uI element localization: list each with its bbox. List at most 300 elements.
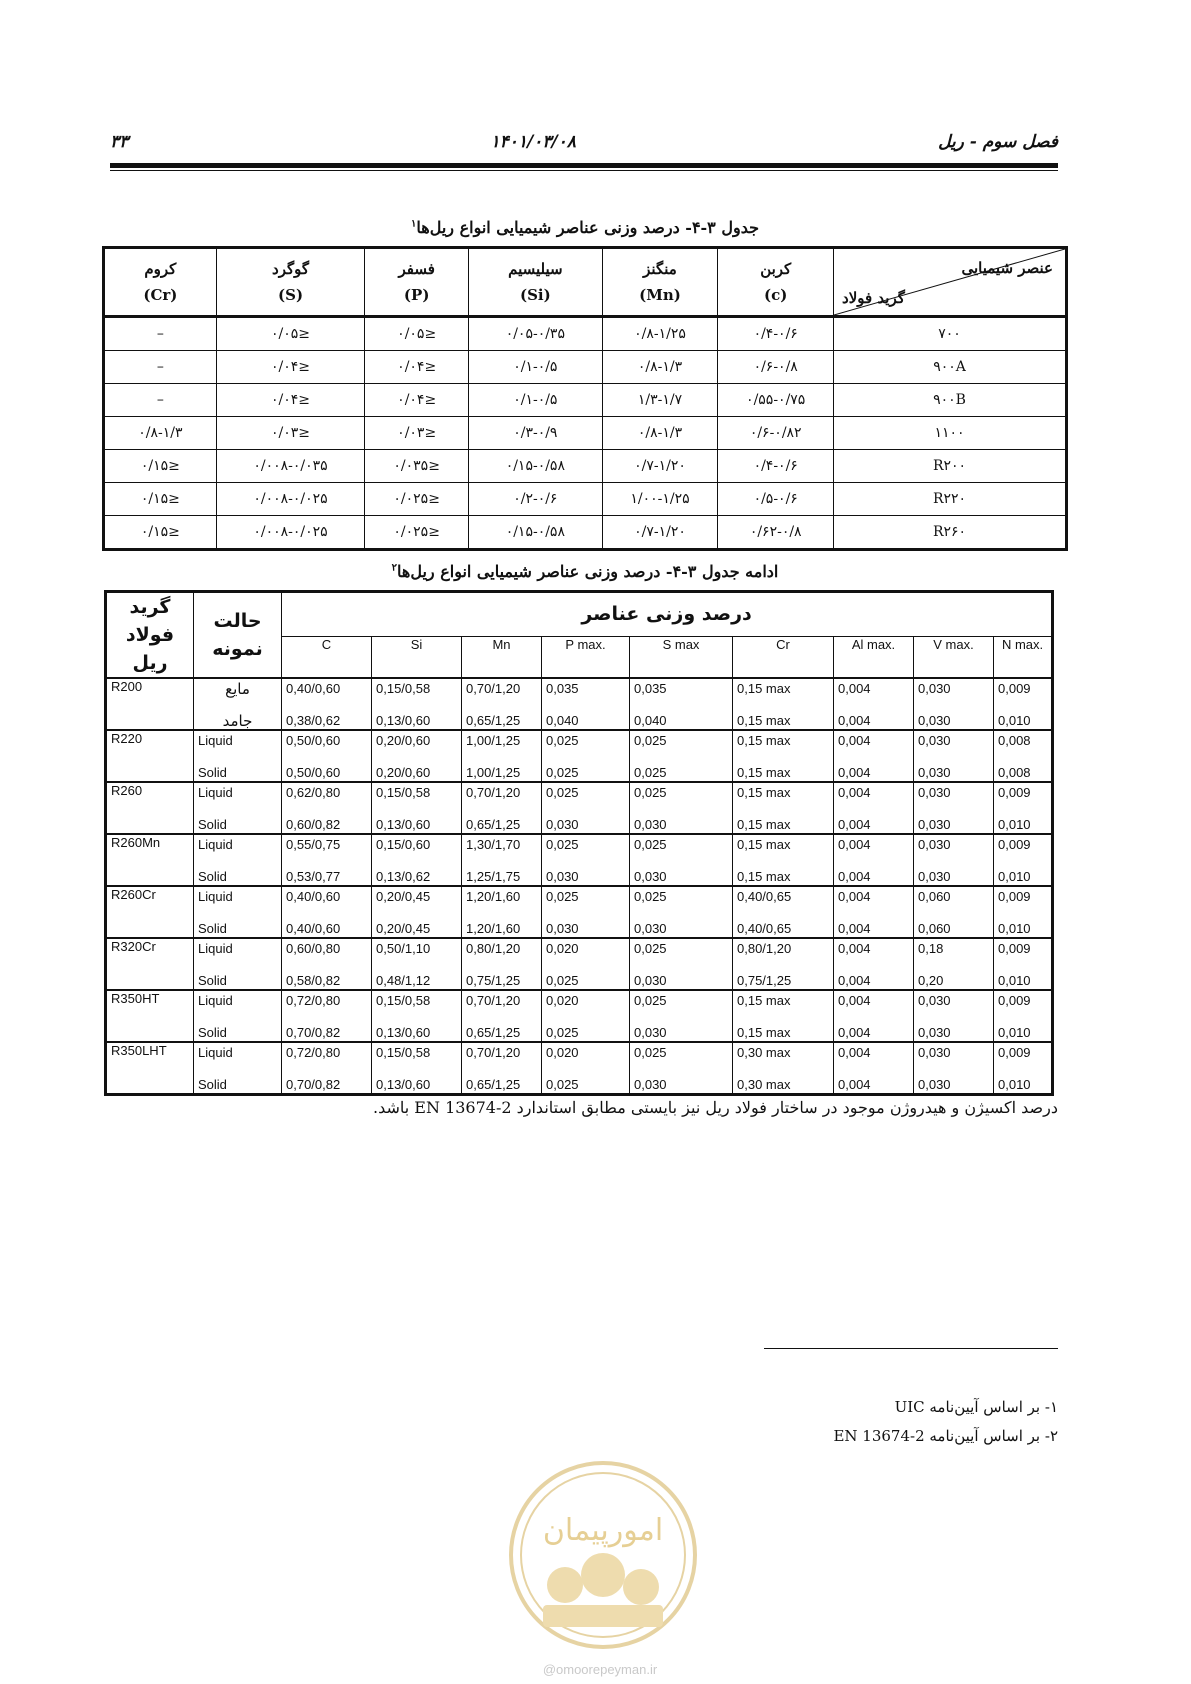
footnote-1: ۱- بر اساس آیین‌نامه UIC [894, 1398, 1058, 1416]
value-cell: ۰/۱۵-۰/۵۸ [469, 450, 603, 483]
col-header-carbon: کربن (c) [718, 248, 834, 317]
state-label: Liquid [198, 733, 233, 748]
solid-value: 0,004 [838, 765, 871, 780]
solid-value: 0,030 [918, 817, 951, 832]
solid-value: 0,030 [546, 869, 579, 884]
state-label: جامد [222, 712, 253, 730]
solid-value: 0,030 [918, 1077, 951, 1092]
value-cell: ۰/۱-۰/۵ [469, 351, 603, 384]
state-label: Liquid [198, 889, 233, 904]
state-label: مایع [225, 680, 250, 698]
solid-value: 0,030 [634, 973, 667, 988]
solid-value: 0,004 [838, 817, 871, 832]
value-cell [462, 782, 542, 834]
value-cell: ۰/۸-۱/۳ [104, 417, 217, 450]
solid-value: 1,00/1,25 [466, 765, 521, 780]
value-cell [542, 1042, 630, 1095]
liquid-value: 0,030 [918, 785, 951, 800]
liquid-value: 0,025 [634, 837, 667, 852]
value-cell [542, 678, 630, 730]
solid-value: 0,65/1,25 [466, 817, 521, 832]
value-cell [372, 730, 462, 782]
value-cell: ۰/۵۵-۰/۷۵ [718, 384, 834, 417]
value-cell [914, 782, 994, 834]
state-label: Solid [198, 817, 227, 832]
page-header [110, 124, 1058, 160]
value-cell [630, 886, 733, 938]
liquid-value: 0,70/1,20 [466, 785, 521, 800]
liquid-value: 0,020 [546, 1045, 579, 1060]
solid-value: 0,20/0,60 [376, 765, 431, 780]
solid-value: 0,025 [546, 765, 579, 780]
liquid-value: 0,030 [918, 681, 951, 696]
liquid-value: 0,009 [998, 785, 1031, 800]
value-cell [733, 1042, 834, 1095]
grade-cell: ۱۱۰۰ [834, 417, 1067, 450]
state-cell [194, 990, 282, 1042]
liquid-value: 0,020 [546, 941, 579, 956]
value-cell: ≤۰/۰۳ [216, 417, 365, 450]
solid-value: 0,13/0,62 [376, 869, 431, 884]
state-cell [194, 1042, 282, 1095]
liquid-value: 0,55/0,75 [286, 837, 341, 852]
value-cell [542, 886, 630, 938]
liquid-value: 0,004 [838, 993, 871, 1008]
value-cell [733, 730, 834, 782]
liquid-value: 0,009 [998, 993, 1031, 1008]
liquid-value: 0,009 [998, 941, 1031, 956]
value-cell: ۰/۶۲-۰/۸ [718, 516, 834, 550]
value-cell [630, 990, 733, 1042]
solid-value: 0,13/0,60 [376, 713, 431, 728]
table-row [106, 730, 1053, 782]
element-col-header: P max. [542, 636, 630, 678]
liquid-value: 0,80/1,20 [737, 941, 792, 956]
value-cell: ۰/۱-۰/۵ [469, 384, 603, 417]
table-row [106, 678, 1053, 730]
col-header-phosphorus: فسفر (P) [365, 248, 469, 317]
value-cell [282, 1042, 372, 1095]
solid-value: 0,15 max [737, 1025, 791, 1040]
liquid-value: 0,025 [634, 941, 667, 956]
value-cell: ≤۰/۰۲۵ [365, 516, 469, 550]
col-header-sulfur: گوگرد (S) [216, 248, 365, 317]
liquid-value: 0,20/0,45 [376, 889, 431, 904]
value-cell [834, 886, 914, 938]
liquid-value: 0,18 [918, 941, 944, 956]
grade-cell: R350HT [106, 990, 194, 1042]
chapter-title: فصل سوم - ریل [938, 132, 1058, 152]
solid-value: 0,030 [918, 869, 951, 884]
header-date: ۱۴۰۱/۰۳/۰۸ [490, 132, 576, 152]
value-cell [542, 782, 630, 834]
value-cell [994, 678, 1053, 730]
solid-value: 0,030 [634, 921, 667, 936]
element-col-header: Cr [733, 636, 834, 678]
corner-element-label: عنصر شیمیایی [961, 259, 1053, 277]
value-cell [914, 990, 994, 1042]
liquid-value: 0,30 max [737, 1045, 791, 1060]
liquid-value: 0,025 [546, 889, 579, 904]
liquid-value: 0,009 [998, 837, 1031, 852]
liquid-value: 0,025 [546, 733, 579, 748]
solid-value: 0,030 [634, 869, 667, 884]
element-col-header: Al max. [834, 636, 914, 678]
state-header: حالت نمونه [194, 592, 282, 679]
solid-value: 0,040 [546, 713, 579, 728]
value-cell: ۰/۳-۰/۹ [469, 417, 603, 450]
state-label: Liquid [198, 1045, 233, 1060]
value-cell [914, 678, 994, 730]
table-row [106, 834, 1053, 886]
grade-cell: ۹۰۰B [834, 384, 1067, 417]
table-row [104, 417, 1067, 450]
value-cell [630, 834, 733, 886]
solid-value: 0,65/1,25 [466, 1025, 521, 1040]
solid-value: 0,65/1,25 [466, 713, 521, 728]
liquid-value: 0,030 [918, 733, 951, 748]
value-cell: ۰/۶-۰/۸۲ [718, 417, 834, 450]
solid-value: 0,030 [634, 1077, 667, 1092]
value-cell [994, 730, 1053, 782]
value-cell [733, 938, 834, 990]
liquid-value: 0,004 [838, 733, 871, 748]
header-rule-thick [110, 163, 1058, 168]
watermark-logo-text: امورپیمان [542, 1513, 664, 1548]
grade-cell: ۷۰۰ [834, 317, 1067, 351]
value-cell [282, 782, 372, 834]
table-row [104, 317, 1067, 351]
chemical-composition-table [102, 246, 1068, 551]
value-cell [834, 1042, 914, 1095]
liquid-value: 0,15 max [737, 837, 791, 852]
liquid-value: 0,50/0,60 [286, 733, 341, 748]
solid-value: 0,50/0,60 [286, 765, 341, 780]
value-cell: – [104, 384, 217, 417]
solid-value: 0,20/0,45 [376, 921, 431, 936]
chemical-composition-continued-table [104, 590, 1054, 1096]
liquid-value: 0,004 [838, 681, 871, 696]
corner-grade-label: گرید فولاد [842, 289, 905, 307]
liquid-value: 0,15/0,58 [376, 681, 431, 696]
state-cell [194, 782, 282, 834]
liquid-value: 0,025 [634, 785, 667, 800]
liquid-value: 0,025 [546, 837, 579, 852]
value-cell [834, 730, 914, 782]
table1-caption: جدول ۳-۴- درصد وزنی عناصر شیمیایی انواع ریل‌ها$^۱$ [411, 218, 759, 237]
liquid-value: 0,72/0,80 [286, 1045, 341, 1060]
page-number: ۳۳ [110, 132, 129, 152]
table1-corner-cell [834, 248, 1067, 317]
solid-value: 0,010 [998, 921, 1031, 936]
solid-value: 0,010 [998, 713, 1031, 728]
liquid-value: 0,009 [998, 681, 1031, 696]
grade-cell: R350LHT [106, 1042, 194, 1095]
solid-value: 0,004 [838, 973, 871, 988]
value-cell [733, 834, 834, 886]
state-cell [194, 938, 282, 990]
solid-value: 0,010 [998, 973, 1031, 988]
value-cell [372, 886, 462, 938]
solid-value: 0,030 [918, 1025, 951, 1040]
solid-value: 0,75/1,25 [737, 973, 792, 988]
grade-cell: R320Cr [106, 938, 194, 990]
value-cell [914, 1042, 994, 1095]
col-header-chromium: کروم (Cr) [104, 248, 217, 317]
value-cell [372, 834, 462, 886]
element-col-header: C [282, 636, 372, 678]
solid-value: 1,20/1,60 [466, 921, 521, 936]
percent-header: درصد وزنی عناصر [282, 592, 1053, 637]
value-cell [994, 938, 1053, 990]
solid-value: 0,040 [634, 713, 667, 728]
value-cell: ≤۰/۰۵ [216, 317, 365, 351]
liquid-value: 0,030 [918, 993, 951, 1008]
value-cell: ۰/۲-۰/۶ [469, 483, 603, 516]
table-row [104, 483, 1067, 516]
solid-value: 0,004 [838, 1025, 871, 1040]
liquid-value: 0,030 [918, 1045, 951, 1060]
element-col-header: N max. [994, 636, 1053, 678]
solid-value: 0,008 [998, 765, 1031, 780]
footnote-rule [764, 1348, 1058, 1349]
solid-value: 0,030 [918, 713, 951, 728]
grade-cell: R۲۲۰ [834, 483, 1067, 516]
liquid-value: 0,025 [634, 1045, 667, 1060]
value-cell [462, 678, 542, 730]
liquid-value: 0,15 max [737, 733, 791, 748]
state-label: Liquid [198, 993, 233, 1008]
solid-value: 0,030 [918, 765, 951, 780]
table2-footnote-mark: ۲ [391, 562, 398, 574]
state-label: Solid [198, 1025, 227, 1040]
solid-value: 0,025 [546, 1077, 579, 1092]
value-cell [733, 886, 834, 938]
value-cell [462, 938, 542, 990]
solid-value: 0,030 [546, 817, 579, 832]
value-cell [733, 678, 834, 730]
grade-cell: ۹۰۰A [834, 351, 1067, 384]
value-cell: ۰/۰۰۸-۰/۰۲۵ [216, 483, 365, 516]
value-cell [834, 834, 914, 886]
value-cell [372, 782, 462, 834]
liquid-value: 0,15 max [737, 993, 791, 1008]
solid-value: 0,15 max [737, 869, 791, 884]
value-cell: ≤۰/۰۴ [365, 351, 469, 384]
solid-value: 0,20 [918, 973, 944, 988]
value-cell [542, 730, 630, 782]
state-label: Solid [198, 921, 227, 936]
solid-value: 0,025 [546, 973, 579, 988]
liquid-value: 0,004 [838, 837, 871, 852]
liquid-value: 0,025 [634, 733, 667, 748]
value-cell: ۰/۰۰۸-۰/۰۲۵ [216, 516, 365, 550]
value-cell [462, 834, 542, 886]
solid-value: 0,030 [634, 1025, 667, 1040]
liquid-value: 0,035 [634, 681, 667, 696]
value-cell: ≤۰/۰۴ [216, 384, 365, 417]
value-cell [834, 678, 914, 730]
value-cell [834, 990, 914, 1042]
value-cell [630, 938, 733, 990]
liquid-value: 0,030 [918, 837, 951, 852]
liquid-value: 0,020 [546, 993, 579, 1008]
liquid-value: 0,025 [634, 993, 667, 1008]
value-cell: – [104, 317, 217, 351]
value-cell [733, 990, 834, 1042]
liquid-value: 0,035 [546, 681, 579, 696]
value-cell [914, 886, 994, 938]
value-cell: ۰/۴-۰/۶ [718, 317, 834, 351]
value-cell [542, 990, 630, 1042]
value-cell [914, 938, 994, 990]
col-header-silicon: سیلیسیم (Si) [469, 248, 603, 317]
solid-value: 0,004 [838, 713, 871, 728]
solid-value: 0,15 max [737, 713, 791, 728]
liquid-value: 0,004 [838, 941, 871, 956]
value-cell: ۱/۳-۱/۷ [602, 384, 718, 417]
value-cell: ≤۰/۰۴ [365, 384, 469, 417]
liquid-value: 0,060 [918, 889, 951, 904]
liquid-value: 0,40/0,60 [286, 889, 341, 904]
value-cell: ≤۰/۰۲۵ [365, 483, 469, 516]
liquid-value: 0,15/0,60 [376, 837, 431, 852]
value-cell [994, 1042, 1053, 1095]
element-col-header: Mn [462, 636, 542, 678]
value-cell [994, 990, 1053, 1042]
value-cell: ۰/۶-۰/۸ [718, 351, 834, 384]
grade-header: گرید فولاد ریل [106, 592, 194, 679]
liquid-value: 0,15/0,58 [376, 785, 431, 800]
value-cell [630, 782, 733, 834]
liquid-value: 1,30/1,70 [466, 837, 521, 852]
value-cell [462, 990, 542, 1042]
grade-cell: R220 [106, 730, 194, 782]
solid-value: 0,13/0,60 [376, 1025, 431, 1040]
value-cell: ۰/۴-۰/۶ [718, 450, 834, 483]
value-cell [282, 886, 372, 938]
value-cell [372, 990, 462, 1042]
solid-value: 0,13/0,60 [376, 817, 431, 832]
value-cell [282, 834, 372, 886]
solid-value: 1,25/1,75 [466, 869, 521, 884]
liquid-value: 0,15/0,58 [376, 993, 431, 1008]
value-cell: ۰/۵-۰/۶ [718, 483, 834, 516]
col-header-manganese: منگنز (Mn) [602, 248, 718, 317]
value-cell [282, 990, 372, 1042]
liquid-value: 0,40/0,65 [737, 889, 792, 904]
grade-cell: R200 [106, 678, 194, 730]
value-cell [914, 730, 994, 782]
liquid-value: 0,72/0,80 [286, 993, 341, 1008]
table-row [106, 938, 1053, 990]
state-cell [194, 678, 282, 730]
state-label: Solid [198, 765, 227, 780]
liquid-value: 0,004 [838, 1045, 871, 1060]
solid-value: 0,030 [634, 817, 667, 832]
value-cell: ≤۰/۰۵ [365, 317, 469, 351]
header-rule-thin [110, 170, 1058, 171]
solid-value: 0,60/0,82 [286, 817, 341, 832]
value-cell [914, 834, 994, 886]
solid-value: 0,004 [838, 869, 871, 884]
liquid-value: 1,00/1,25 [466, 733, 521, 748]
value-cell [282, 678, 372, 730]
state-label: Solid [198, 1077, 227, 1092]
table-row [106, 990, 1053, 1042]
value-cell [630, 1042, 733, 1095]
solid-value: 0,70/0,82 [286, 1077, 341, 1092]
value-cell [542, 938, 630, 990]
liquid-value: 1,20/1,60 [466, 889, 521, 904]
value-cell [542, 834, 630, 886]
solid-value: 0,060 [918, 921, 951, 936]
liquid-value: 0,40/0,60 [286, 681, 341, 696]
liquid-value: 0,50/1,10 [376, 941, 431, 956]
state-label: Liquid [198, 941, 233, 956]
value-cell: ۰/۱۵-۰/۵۸ [469, 516, 603, 550]
value-cell: ≤۰/۱۵ [104, 516, 217, 550]
solid-value: 0,010 [998, 1025, 1031, 1040]
liquid-value: 0,70/1,20 [466, 993, 521, 1008]
value-cell: ≤۰/۱۵ [104, 483, 217, 516]
value-cell: ۰/۸-۱/۲۵ [602, 317, 718, 351]
liquid-value: 0,008 [998, 733, 1031, 748]
grade-cell: R260Mn [106, 834, 194, 886]
table-row [106, 1042, 1053, 1095]
solid-value: 0,13/0,60 [376, 1077, 431, 1092]
liquid-value: 0,025 [634, 889, 667, 904]
value-cell [282, 730, 372, 782]
oxygen-hydrogen-note: درصد اکسیژن و هیدروژن موجود در ساختار فولاد ریل نیز بایستی مطابق استاندارد EN 13674-2 باشد. [372, 1098, 1058, 1117]
solid-value: 0,004 [838, 1077, 871, 1092]
value-cell [462, 1042, 542, 1095]
grade-cell: R260Cr [106, 886, 194, 938]
value-cell: – [104, 351, 217, 384]
value-cell: ۰/۷-۱/۲۰ [602, 516, 718, 550]
table-row [106, 886, 1053, 938]
liquid-value: 0,70/1,20 [466, 681, 521, 696]
solid-value: 0,38/0,62 [286, 713, 341, 728]
solid-value: 0,010 [998, 869, 1031, 884]
watermark-site: @omoorepeyman.ir [542, 1662, 658, 1677]
liquid-value: 0,15/0,58 [376, 1045, 431, 1060]
liquid-value: 0,025 [546, 785, 579, 800]
liquid-value: 0,62/0,80 [286, 785, 341, 800]
state-label: Liquid [198, 785, 233, 800]
value-cell [372, 1042, 462, 1095]
solid-value: 0,010 [998, 817, 1031, 832]
value-cell [282, 938, 372, 990]
value-cell: ۰/۸-۱/۳ [602, 351, 718, 384]
solid-value: 0,65/1,25 [466, 1077, 521, 1092]
value-cell [834, 938, 914, 990]
value-cell [733, 782, 834, 834]
solid-value: 0,30 max [737, 1077, 791, 1092]
table-row [106, 782, 1053, 834]
liquid-value: 0,80/1,20 [466, 941, 521, 956]
solid-value: 0,70/0,82 [286, 1025, 341, 1040]
liquid-value: 0,004 [838, 785, 871, 800]
table-row [104, 351, 1067, 384]
state-label: Liquid [198, 837, 233, 852]
value-cell [462, 886, 542, 938]
value-cell: ۱/۰۰-۱/۲۵ [602, 483, 718, 516]
element-col-header: S max [630, 636, 733, 678]
table-row [104, 450, 1067, 483]
value-cell [462, 730, 542, 782]
solid-value: 0,030 [546, 921, 579, 936]
